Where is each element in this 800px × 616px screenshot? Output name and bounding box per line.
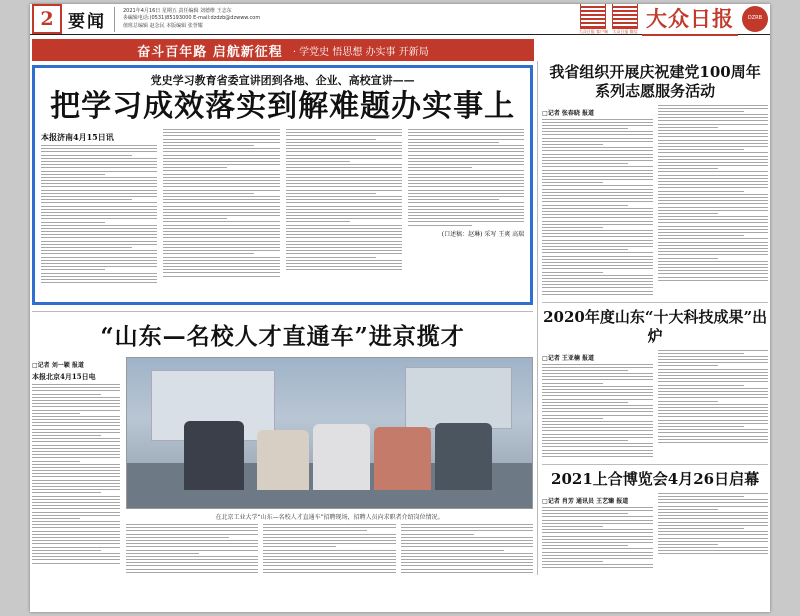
right-article-1-byline: □记者 张春晓 报道 [542,109,595,117]
qr-code-icon [612,4,638,29]
body-text [408,129,524,226]
feature-headline: “山东—名校人才直通车”进京揽才 [100,323,465,350]
article-column [542,350,652,460]
body-text [542,364,652,457]
body-text [542,119,652,295]
article-column [542,105,652,298]
article-column [32,357,120,575]
section-divider [542,464,768,465]
right-article-3-body [542,493,768,571]
qr-wechat-label: 大众日报 微信 [612,29,638,34]
qr-app [579,4,608,35]
feature-article [32,311,533,575]
body-text [32,384,120,564]
banner-main-text: 奋斗百年路 启航新征程 [137,44,283,60]
body-text [126,524,258,573]
masthead [30,4,770,35]
feature-byline: □记者 刘一颖 报道 [32,362,84,369]
photo-person [184,421,245,490]
campaign-banner [32,39,534,61]
right-article-3-byline: □记者 肖芳 通讯员 王艺臻 报道 [542,497,629,505]
masthead-meta-line-2: 총編辑电话:(0531)85193000 E-mail:dzdzb@dzwww.com [123,15,261,22]
lead-article-columns [41,129,524,285]
photo-booth-right [405,367,512,429]
newspaper-logo-icon: DZRB [742,6,768,32]
photo-person [257,430,310,490]
right-article-1-headline: 我省组织开展庆祝建党100周年系列志愿服务活动 [549,63,761,100]
article-column [408,129,524,285]
right-article-2-body [542,350,768,460]
article-column [658,350,768,460]
masthead-meta [123,8,260,31]
body-text [263,524,395,573]
body-text [542,507,652,569]
right-article-1-body [542,105,768,298]
page-number: 2 [32,4,62,34]
qr-code-icon [580,4,606,29]
banner-sub-text: · 学党史 悟思想 办实事 开新局 [292,46,429,58]
newspaper-page [30,4,770,612]
qr-wechat [612,4,638,35]
section-title: 要闻 [68,7,115,32]
masthead-meta-line-1: 2021年4月16日 星期五 责任编辑 刘德维 王志东 [123,7,232,14]
lead-article-byline: (口述稿：赵琳) 采写 王爽 高瑞 [441,230,525,238]
body-text [658,350,768,443]
body-text [286,129,402,270]
body-text [401,524,533,573]
lead-article-kicker: 党史学习教育省委宣讲团到各地、企业、高校宣讲—— [150,74,415,87]
feature-body [32,357,533,575]
right-column [537,61,768,575]
lead-article-headline: 把学习成效落实到解难题办实事上 [50,89,516,124]
article-column [163,129,279,285]
feature-photo [126,357,533,509]
article-column [126,524,258,575]
section-divider [542,302,768,303]
masthead-meta-line-3: 值班总编辑 赵念民 本版编辑 张誉耀 [123,22,203,29]
body-text [658,105,768,281]
article-column [401,524,533,575]
photo-person [313,424,370,490]
right-article-2-byline: □记者 王亚楠 报道 [542,354,595,362]
left-column [32,61,533,575]
article-column [263,524,395,575]
article-column [542,493,652,571]
photo-person [435,423,492,491]
right-article-2-headline: 2020年度山东“十大科技成果”出炉 [543,308,768,345]
feature-photo-caption: 在北京工业大学“山东—名校人才直通车”招聘现场，招聘人员向求职者介绍岗位情况。 [215,514,444,521]
lead-article-highlight-box [32,65,533,305]
body-text [163,129,279,277]
body-text [41,145,157,283]
feature-dateline: 本报北京4月15日电 [32,372,96,381]
qr-app-label: 大众日报 客户端 [578,29,608,34]
photo-person [374,427,431,490]
article-column [658,105,768,298]
body-text [658,493,768,555]
lead-article-dateline: 本报济南4月15日讯 [41,132,114,142]
article-column [658,493,768,571]
article-column [286,129,402,285]
article-column [41,129,157,285]
newspaper-nameplate: 大众日报 [642,4,738,36]
right-article-3-headline: 2021上合博览会4月26日启幕 [551,470,760,489]
masthead-right [579,4,770,36]
